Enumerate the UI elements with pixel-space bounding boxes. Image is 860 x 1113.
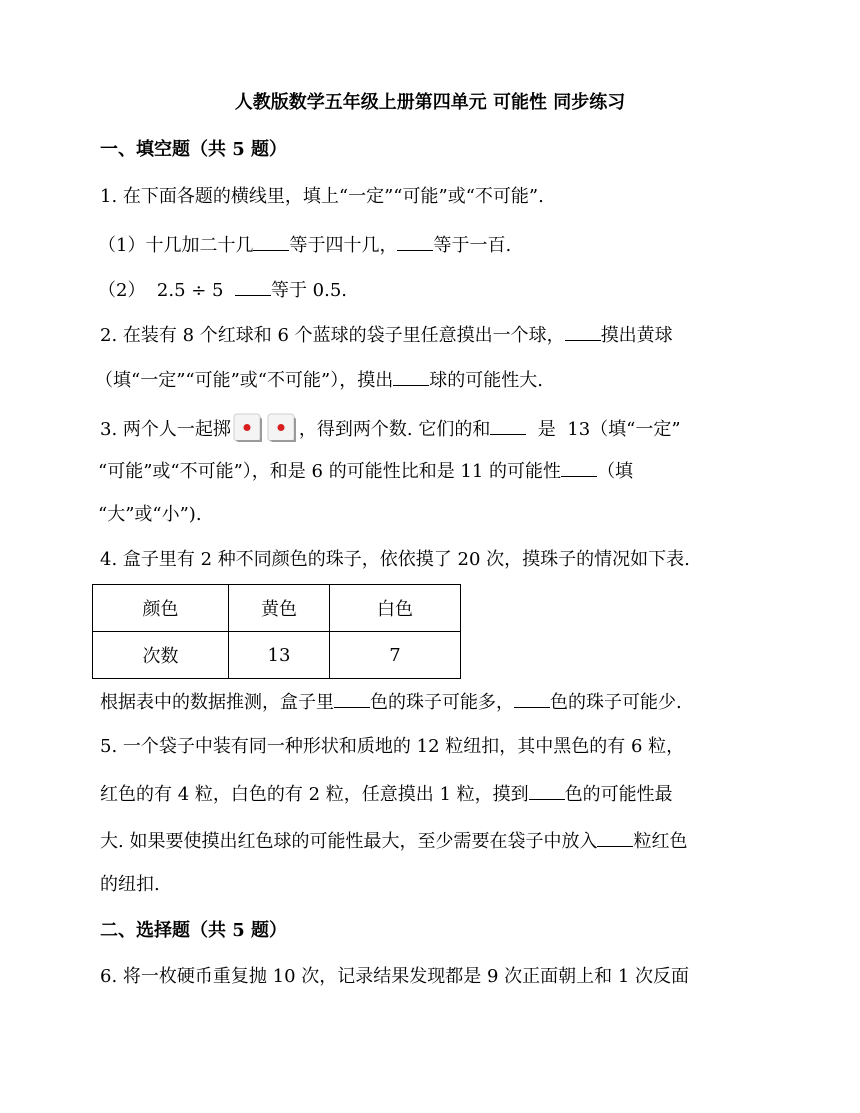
blank <box>514 689 550 708</box>
dice-icon <box>233 413 263 443</box>
question-3-line-3: “大”或“小”). <box>98 504 202 525</box>
question-2-line-1 <box>100 322 673 348</box>
table-cell: 次数 <box>93 632 229 679</box>
blank <box>561 458 597 477</box>
blank <box>565 322 601 341</box>
q1-part2-text-a: （2） 2.5 ÷ 5 <box>98 280 235 301</box>
question-5-line-2 <box>100 781 673 807</box>
blank <box>235 277 271 296</box>
q3-text-d: “可能”或“不可能”），和是 6 的可能性比和是 11 的可能性 <box>98 461 562 482</box>
section-multiple-choice-heading: 二、选择题（共 5 题） <box>100 920 288 941</box>
question-4-stem: 4. 盒子里有 2 种不同颜色的珠子，依依摸了 20 次，摸珠子的情况如下表. <box>100 549 690 570</box>
question-5-line-1: 5. 一个袋子中装有同一种形状和质地的 12 粒纽扣，其中黑色的有 6 粒， <box>100 736 685 757</box>
q5-text-d: 粒红色 <box>633 831 688 852</box>
q3-text-e: （填 <box>597 461 634 482</box>
question-2-line-2 <box>95 367 543 393</box>
table-header-cell: 颜色 <box>93 585 229 632</box>
q5-text-a: 红色的有 4 粒，白色的有 2 粒，任意摸出 1 粒，摸到 <box>100 784 529 805</box>
q1-part1-text-b: 等于四十几， <box>289 235 398 256</box>
q3-text-a: 3. 两个人一起掷 <box>100 419 231 440</box>
q5-text-b: 色的可能性最 <box>564 784 673 805</box>
dice-icon <box>267 413 297 443</box>
table-row <box>93 632 461 679</box>
blank <box>253 232 289 251</box>
question-4-followup <box>100 689 682 715</box>
blank <box>597 828 633 847</box>
question-1-part-2 <box>98 277 347 303</box>
section-fill-blank-heading: 一、填空题（共 5 题） <box>100 139 288 160</box>
q1-part2-text-b: 等于 0.5. <box>270 280 348 301</box>
q3-text-b: ，得到两个数. 它们的和 <box>298 419 491 440</box>
q2-text-a: 2. 在装有 8 个红球和 6 个蓝球的袋子里任意摸出一个球， <box>100 325 565 346</box>
question-3-line-2 <box>98 458 633 484</box>
question-1-part-1 <box>98 232 511 258</box>
q2-text-c: （填“一定”“可能”或“不可能”），摸出 <box>95 370 394 391</box>
table-cell: 7 <box>330 632 461 679</box>
blank <box>490 416 526 435</box>
q1-part1-text-a: （1）十几加二十几 <box>98 235 254 256</box>
question-5-line-3 <box>100 828 687 854</box>
question-1-stem: 1. 在下面各题的横线里，填上“一定”“可能”或“不可能”. <box>100 186 544 207</box>
table-header-cell: 黄色 <box>229 585 330 632</box>
blank <box>529 781 565 800</box>
question-3-line-1 <box>100 413 681 443</box>
question-6-line-1: 6. 将一枚硬币重复抛 10 次，记录结果发现都是 9 次正面朝上和 1 次反面 <box>100 966 690 987</box>
blank <box>397 232 433 251</box>
table-header-cell: 白色 <box>330 585 461 632</box>
q1-part1-text-c: 等于一百. <box>433 235 512 256</box>
table-cell: 13 <box>229 632 330 679</box>
page-title: 人教版数学五年级上册第四单元 可能性 同步练习 <box>234 92 626 113</box>
q5-text-c: 大. 如果要使摸出红色球的可能性最大，至少需要在袋子中放入 <box>100 831 598 852</box>
blank <box>393 367 429 386</box>
q2-text-d: 球的可能性大. <box>429 370 543 391</box>
bead-count-table <box>92 584 461 679</box>
table-row <box>93 585 461 632</box>
q4-text-a: 根据表中的数据推测，盒子里 <box>100 692 334 713</box>
q4-text-c: 色的珠子可能少. <box>550 692 682 713</box>
question-5-line-4: 的纽扣. <box>100 874 160 895</box>
q3-text-c: 是 13（填“一定” <box>526 419 681 440</box>
blank <box>334 689 370 708</box>
q2-text-b: 摸出黄球 <box>600 325 673 346</box>
q4-text-b: 色的珠子可能多， <box>370 692 514 713</box>
